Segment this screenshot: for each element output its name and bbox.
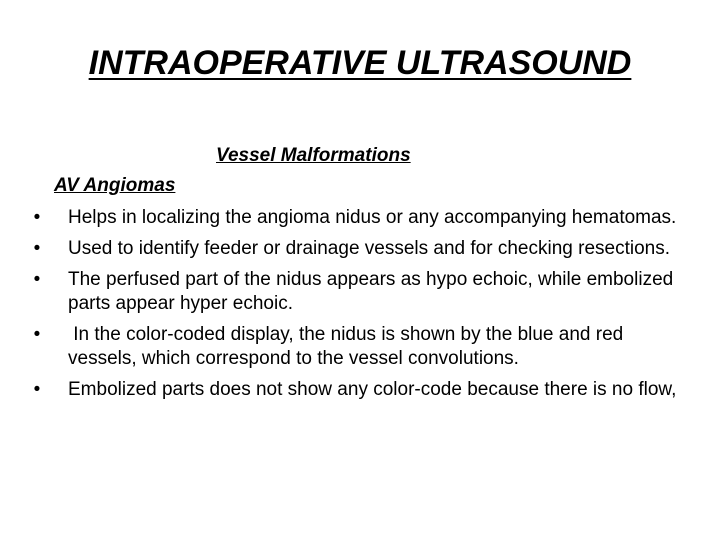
slide-title: INTRAOPERATIVE ULTRASOUND <box>88 44 632 82</box>
bullet-item-4 <box>30 323 680 371</box>
bullet-dot-icon: • <box>33 207 41 228</box>
bullet-dot-icon: • <box>33 379 41 400</box>
slide-subtitle: Vessel Malformations <box>216 145 411 166</box>
bullet-item-5 <box>30 378 680 402</box>
bullet-item-2 <box>30 237 680 261</box>
bullet-text: Helps in localizing the angioma nidus or any accompanying hematomas. <box>68 207 677 228</box>
bullet-dot-icon: • <box>33 324 41 345</box>
section-heading: AV Angiomas <box>54 175 176 196</box>
bullet-item-3 <box>30 268 680 316</box>
bullet-dot-icon: • <box>33 238 41 259</box>
bullet-text: The perfused part of the nidus appears as hypo echoic, while embolized parts appear hyper echoic. <box>68 269 674 314</box>
bullet-dot-icon: • <box>33 269 41 290</box>
bullet-text: Embolized parts does not show any color-code because there is no flow, <box>68 379 677 400</box>
bullet-item-1 <box>30 206 680 230</box>
bullet-list <box>30 206 680 409</box>
bullet-text: In the color-coded display, the nidus is shown by the blue and red vessels, which correspond to the vessel convolutions. <box>68 324 629 369</box>
bullet-text: Used to identify feeder or drainage vessels and for checking resections. <box>68 238 670 259</box>
